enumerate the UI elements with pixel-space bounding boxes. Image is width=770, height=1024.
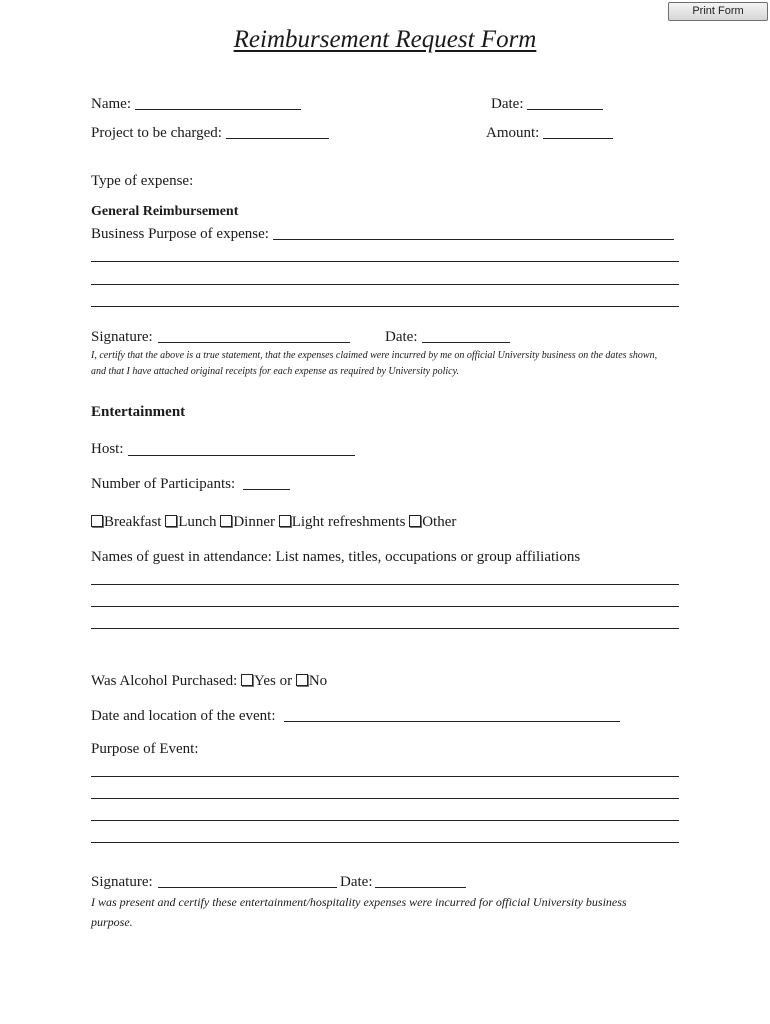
alcohol-question <box>91 673 327 690</box>
alcohol-no-label: No <box>308 673 328 689</box>
guests-line-1[interactable] <box>91 584 679 585</box>
host-label: Host: <box>91 441 124 457</box>
entertainment-date-label: Date: <box>340 874 373 890</box>
host-field[interactable] <box>128 455 355 456</box>
other-label: Other <box>422 514 457 530</box>
entertainment-signature-label: Signature: <box>91 874 153 890</box>
name-field[interactable] <box>135 109 301 110</box>
entertainment-date-field[interactable] <box>375 887 466 888</box>
entertainment-heading: Entertainment <box>91 404 186 420</box>
business-purpose-field[interactable] <box>273 239 674 240</box>
participants-field[interactable] <box>243 489 290 490</box>
alcohol-yes-checkbox[interactable] <box>241 674 253 686</box>
purpose-line-4[interactable] <box>91 842 679 843</box>
guests-label: Names of guest in attendance: List names, titles, occupations or group affiliations <box>91 549 581 565</box>
date-label: Date: <box>491 96 524 112</box>
general-date-label: Date: <box>385 329 418 345</box>
date-location-label: Date and location of the event: <box>91 708 276 724</box>
general-reimbursement-heading: General Reimbursement <box>91 204 239 219</box>
business-purpose-line-2[interactable] <box>91 261 679 262</box>
guests-line-2[interactable] <box>91 606 679 607</box>
purpose-line-2[interactable] <box>91 798 679 799</box>
amount-label: Amount: <box>486 125 540 141</box>
breakfast-checkbox[interactable] <box>91 515 103 527</box>
business-purpose-line-4[interactable] <box>91 306 679 307</box>
general-certification-line-1: I, certify that the above is a true statement, that the expenses claimed were incurred by me on official University business on the dates shown, <box>91 350 658 361</box>
general-certification-line-2: and that I have attached original receipts for each expense as required by University policy. <box>91 366 459 377</box>
entertainment-signature-field[interactable] <box>158 887 337 888</box>
type-of-expense-label: Type of expense: <box>91 173 194 189</box>
lunch-label: Lunch <box>178 514 217 530</box>
project-field[interactable] <box>226 138 329 139</box>
business-purpose-line-3[interactable] <box>91 284 679 285</box>
participants-label: Number of Participants: <box>91 476 236 492</box>
alcohol-label: Was Alcohol Purchased: <box>91 673 238 689</box>
date-location-field[interactable] <box>284 721 620 722</box>
lunch-checkbox[interactable] <box>165 515 177 527</box>
amount-field[interactable] <box>543 138 613 139</box>
dinner-checkbox[interactable] <box>220 515 232 527</box>
general-signature-label: Signature: <box>91 329 153 345</box>
purpose-label: Purpose of Event: <box>91 741 199 757</box>
dinner-label: Dinner <box>233 514 275 530</box>
general-date-field[interactable] <box>422 342 510 343</box>
other-checkbox[interactable] <box>409 515 421 527</box>
date-field[interactable] <box>527 109 603 110</box>
breakfast-label: Breakfast <box>104 514 162 530</box>
name-label: Name: <box>91 96 131 112</box>
purpose-line-1[interactable] <box>91 776 679 777</box>
print-form-button[interactable]: Print Form <box>668 2 768 21</box>
business-purpose-label: Business Purpose of expense: <box>91 226 269 242</box>
guests-line-3[interactable] <box>91 628 679 629</box>
alcohol-no-checkbox[interactable] <box>296 674 308 686</box>
form-title: Reimbursement Request Form <box>233 26 537 53</box>
entertainment-certification-line-1: I was present and certify these entertainment/hospitality expenses were incurred for official University business <box>91 895 627 909</box>
light-refreshments-label: Light refreshments <box>291 514 406 530</box>
entertainment-certification-line-2: purpose. <box>91 915 133 929</box>
purpose-line-3[interactable] <box>91 820 679 821</box>
project-label: Project to be charged: <box>91 125 222 141</box>
alcohol-yes-label: Yes or <box>254 673 293 689</box>
light-refreshments-checkbox[interactable] <box>279 515 291 527</box>
meal-options <box>91 514 456 531</box>
general-signature-field[interactable] <box>158 342 350 343</box>
